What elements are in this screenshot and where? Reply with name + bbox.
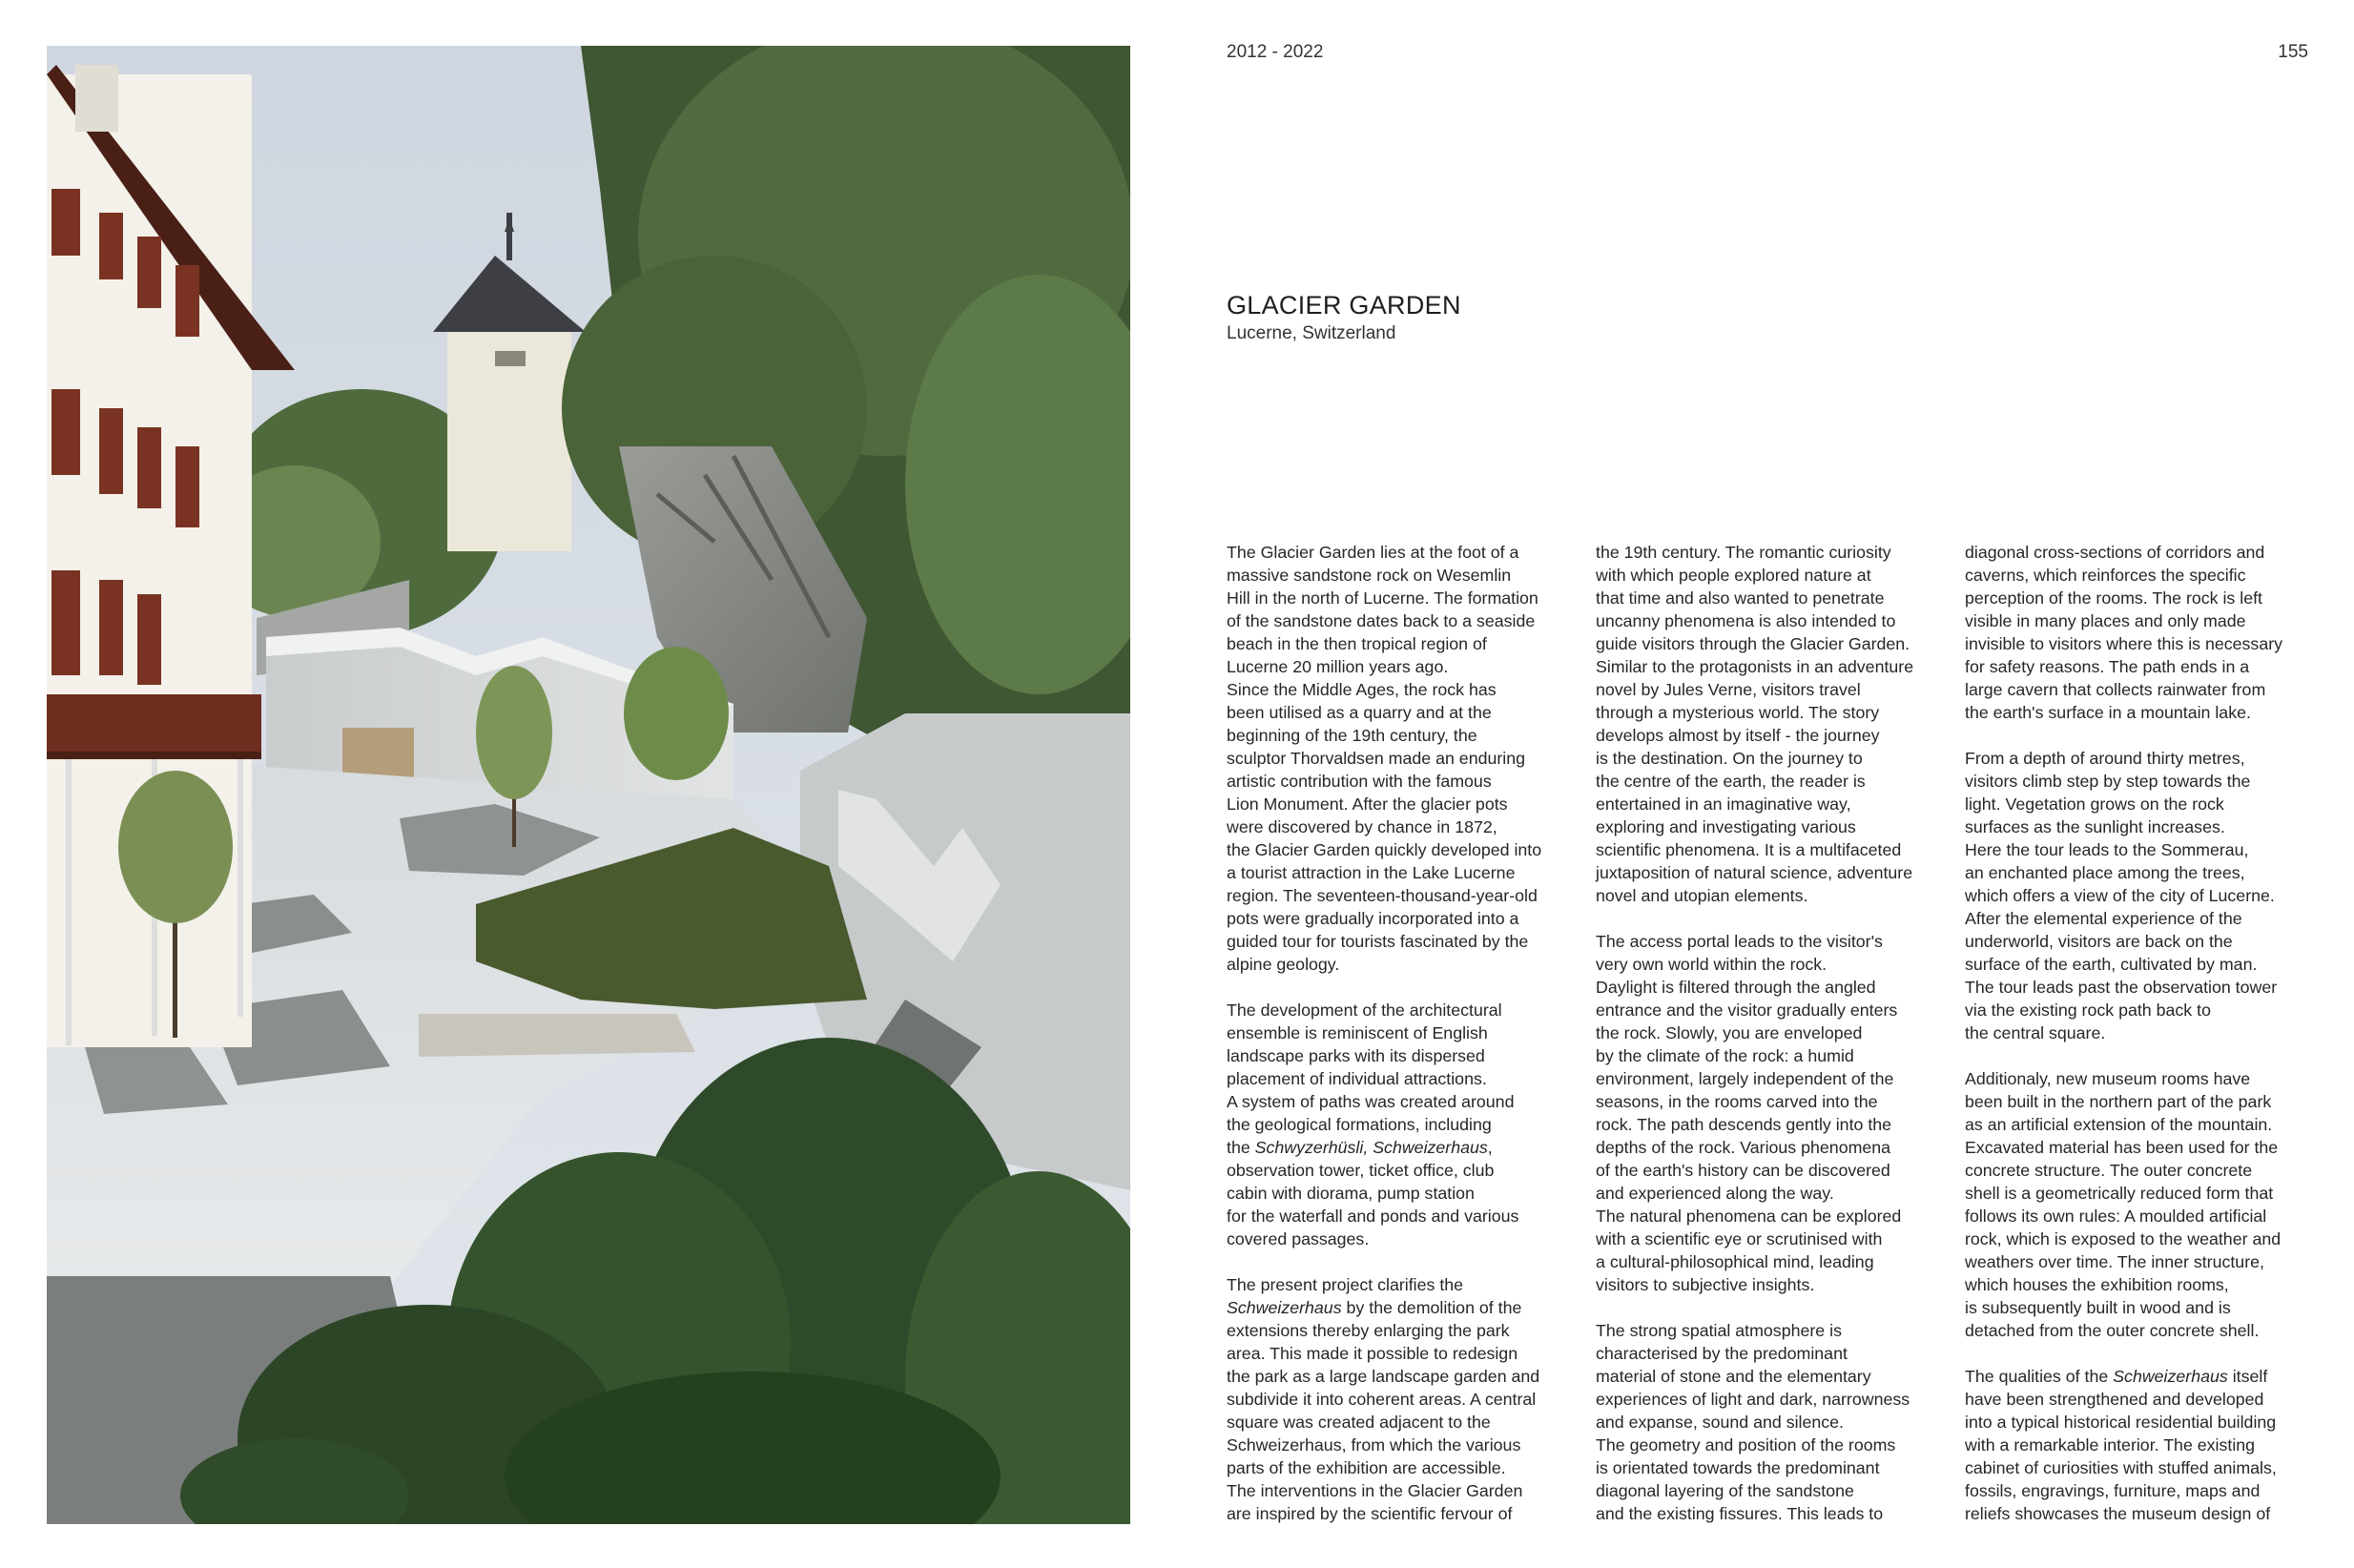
project-location: Lucerne, Switzerland bbox=[1227, 323, 1396, 343]
body-paragraph bbox=[1227, 541, 1581, 976]
text-run: The Glacier Garden lies at the foot of a massive sandstone rock on Wesemlin Hill in the north of Lucerne. The formation of the sandstone dates back to a seaside beach in the then tropical region of Lucerne 20 million years ago. Since the Middle Ages, the rock has been utilised as a quarry and at the beginning of the 19th century, the sculptor Thorvaldsen made an enduring artistic contribution with the famous Lion Monument. After the glacier pots were discovered by chance in 1872, the Glacier Garden quickly developed into a tourist attraction in the Lake Lucerne region. The seventeen-thousand-year-old pots were gradually incorporated into a guided tour for tourists fascinated by the alpine geology. bbox=[1227, 543, 1542, 974]
text-column-3 bbox=[1965, 541, 2320, 1548]
italic-text-run: Schweizerhaus bbox=[2113, 1367, 2228, 1386]
text-run: From a depth of around thirty metres, visitors climb step by step towards the light. Vegetation grows on the rock surfaces as the sunlight increases. Here the tour leads to the Sommerau, an enchanted place among the trees, which offers a view of the city of Lucerne. After the elemental experience of the underworld, visitors are back on the surface of the earth, cultivated by man. The tour leads past the observation tower via the existing rock path back to the central square. bbox=[1965, 749, 2278, 1042]
text-run: The development of the architectural ensemble is reminiscent of English landscape parks with its dispersed placement of individual attractions. A system of paths was created around the geological formations, including the bbox=[1227, 1001, 1515, 1157]
body-paragraph bbox=[1965, 1365, 2320, 1525]
text-column-2 bbox=[1596, 541, 1951, 1548]
text-run: itself have been strengthened and developed into a typical historical residential building with a remarkable interior. The existing cabinet of curiosities with stuffed animals, fossils, engravings, furniture, maps and reliefs showcases the museum design of bbox=[1965, 1367, 2277, 1523]
glacier-garden-photo bbox=[47, 46, 1130, 1524]
text-run: The present project clarifies the bbox=[1227, 1275, 1464, 1294]
text-run: The strong spatial atmosphere is characterised by the predominant material of stone and the elementary experiences of light and dark, narrowness and expanse, sound and silence. The geometry and position of the rooms is orientated towards the predominant diagonal layering of the sandstone and the existing fissures. This leads to bbox=[1596, 1321, 1910, 1523]
text-run: diagonal cross-sections of corridors and caverns, which reinforces the specific perception of the rooms. The rock is left visible in many places and only made invisible to visitors where this is necessary for safety reasons. The path ends in a large cavern that collects rainwater from the earth's surface in a mountain lake. bbox=[1965, 543, 2283, 722]
project-title: GLACIER GARDEN bbox=[1227, 291, 1461, 320]
text-column-1 bbox=[1227, 541, 1581, 1548]
body-paragraph bbox=[1596, 541, 1951, 907]
body-paragraph bbox=[1227, 999, 1581, 1250]
header-year-range: 2012 - 2022 bbox=[1227, 42, 1324, 62]
text-run: by the demolition of the extensions thereby enlarging the park area. This made it possible to redesign the park as a large landscape garden and subdivide it into coherent areas. A central square was created adjacent to the Schweizerhaus, from which the various parts of the exhibition are accessible. The interventions in the Glacier Garden are inspired by the scientific fervour of bbox=[1227, 1298, 1540, 1523]
italic-text-run: Schwyzerhüsli, Schweizerhaus bbox=[1254, 1138, 1488, 1157]
text-run: Additionaly, new museum rooms have been built in the northern part of the park as an artificial extension of the mountain. Excavated material has been used for the concrete structure. The outer concrete shell is a geometrically reduced form that follows its own rules: A moulded artificial rock, which is exposed to the weather and weathers over time. The inner structure, which houses the exhibition rooms, is subsequently built in wood and is detached from the outer concrete shell. bbox=[1965, 1069, 2282, 1340]
body-paragraph bbox=[1596, 930, 1951, 1296]
body-paragraph bbox=[1227, 1273, 1581, 1525]
text-run: , observation tower, ticket office, club cabin with diorama, pump station for the waterfall and ponds and various covered passages. bbox=[1227, 1138, 1519, 1248]
text-run: the 19th century. The romantic curiosity with which people explored nature at that time and also wanted to penetrate uncanny phenomena is also intended to guide visitors through the Glacier Garden. Similar to the protagonists in an adventure novel by Jules Verne, visitors travel through a mysterious world. The story develops almost by itself - the journey is the destination. On the journey to the centre of the earth, the reader is entertained in an imaginative way, exploring and investigating various scientific phenomena. It is a multifaceted juxtaposition of natural science, adventure novel and utopian elements. bbox=[1596, 543, 1914, 905]
body-paragraph bbox=[1965, 541, 2320, 724]
text-run: The qualities of the bbox=[1965, 1367, 2114, 1386]
body-paragraph bbox=[1596, 1319, 1951, 1525]
body-paragraph bbox=[1965, 747, 2320, 1044]
body-paragraph bbox=[1965, 1067, 2320, 1342]
page-number: 155 bbox=[2278, 42, 2308, 62]
text-run: The access portal leads to the visitor's very own world within the rock. Daylight is filtered through the angled entrance and the visitor gradually enters the rock. Slowly, you are enveloped by the climate of the rock: a humid environment, largely independent of the seasons, in the rooms carved into the rock. The path descends gently into the depths of the rock. Various phenomena of the earth's history can be discovered and experienced along the way. The natural phenomena can be explored with a scientific eye or scrutinised with a cultural-philosophical mind, leading visitors to subjective insights. bbox=[1596, 932, 1902, 1294]
italic-text-run: Schweizerhaus bbox=[1227, 1298, 1342, 1317]
